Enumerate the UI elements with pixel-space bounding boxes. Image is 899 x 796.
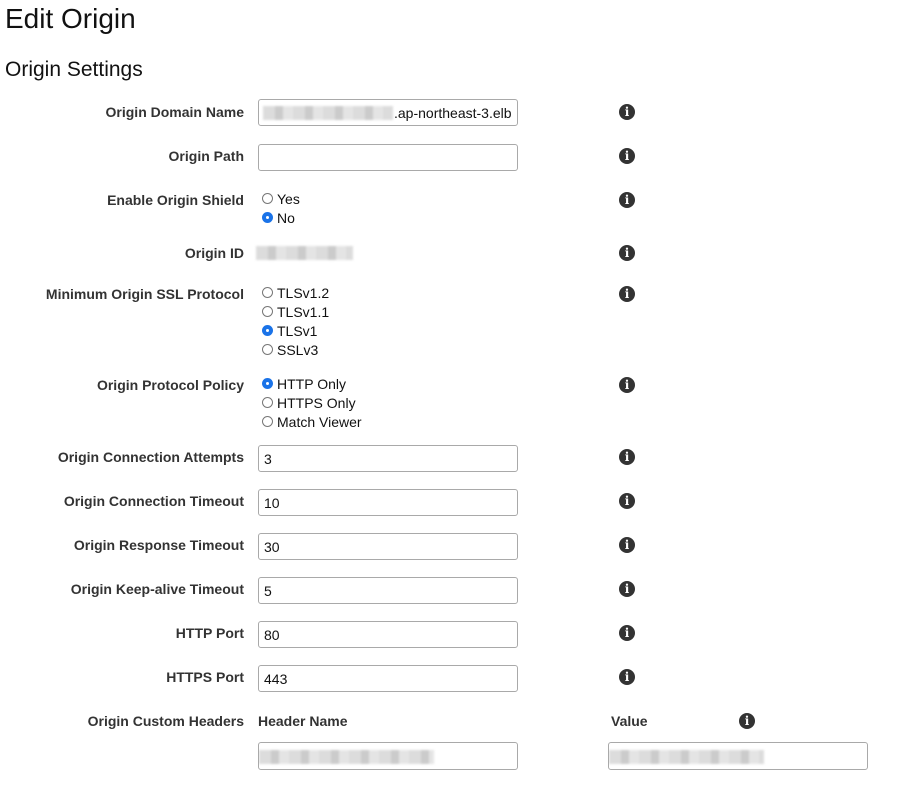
- enable-origin-shield-label: Enable Origin Shield: [107, 192, 244, 208]
- min-ssl-protocol-label: Minimum Origin SSL Protocol: [45, 286, 244, 302]
- radio-option-tlsv1[interactable]: TLSv1: [262, 321, 329, 340]
- info-icon[interactable]: i: [619, 493, 635, 509]
- value-column-label: Value: [611, 713, 648, 729]
- protocol-policy-radio-group: [262, 374, 362, 431]
- radio-option-sslv3[interactable]: SSLv3: [262, 340, 329, 359]
- connection-timeout-label: Origin Connection Timeout: [63, 493, 244, 509]
- origin-domain-name-input[interactable]: [258, 99, 518, 126]
- info-icon[interactable]: i: [619, 377, 635, 393]
- ssl-protocol-radio-group: [262, 283, 329, 359]
- info-icon[interactable]: i: [619, 449, 635, 465]
- page-title: Edit Origin: [5, 3, 136, 34]
- info-icon[interactable]: i: [619, 669, 635, 685]
- response-timeout-input[interactable]: [258, 533, 518, 560]
- radio-option-no[interactable]: No: [262, 208, 300, 227]
- origin-shield-radio-group: [262, 189, 300, 227]
- info-icon[interactable]: i: [739, 713, 755, 729]
- info-icon[interactable]: i: [619, 286, 635, 302]
- radio-option-tlsv1-1[interactable]: TLSv1.1: [262, 302, 329, 321]
- radio-button[interactable]: [262, 287, 273, 298]
- info-icon[interactable]: i: [619, 625, 635, 641]
- protocol-policy-label: Origin Protocol Policy: [96, 377, 244, 393]
- connection-timeout-input[interactable]: [258, 489, 518, 516]
- origin-id-label: Origin ID: [184, 245, 244, 261]
- redacted-text: [263, 106, 393, 120]
- info-icon[interactable]: i: [619, 148, 635, 164]
- origin-id-redacted-value: [256, 246, 353, 260]
- info-icon[interactable]: i: [619, 537, 635, 553]
- radio-button[interactable]: [262, 416, 273, 427]
- connection-attempts-input[interactable]: [258, 445, 518, 472]
- origin-domain-name-value: .ap-northeast-3.elb: [394, 105, 512, 121]
- keepalive-timeout-input[interactable]: [258, 577, 518, 604]
- radio-button[interactable]: [262, 212, 273, 223]
- radio-option-yes[interactable]: Yes: [262, 189, 300, 208]
- info-icon[interactable]: i: [619, 192, 635, 208]
- radio-option-http-only[interactable]: HTTP Only: [262, 374, 362, 393]
- connection-attempts-label: Origin Connection Attempts: [57, 449, 244, 465]
- http-port-label: HTTP Port: [175, 625, 244, 641]
- https-port-label: HTTPS Port: [166, 669, 244, 685]
- radio-button[interactable]: [262, 193, 273, 204]
- radio-button[interactable]: [262, 325, 273, 336]
- response-timeout-label: Origin Response Timeout: [73, 537, 244, 553]
- header-name-input[interactable]: [258, 742, 518, 770]
- radio-button[interactable]: [262, 378, 273, 389]
- info-icon[interactable]: i: [619, 104, 635, 120]
- keepalive-timeout-label: Origin Keep-alive Timeout: [70, 581, 244, 597]
- radio-option-tlsv1-2[interactable]: TLSv1.2: [262, 283, 329, 302]
- origin-path-input[interactable]: [258, 144, 518, 171]
- https-port-input[interactable]: [258, 665, 518, 692]
- info-icon[interactable]: i: [619, 581, 635, 597]
- redacted-text: [609, 750, 764, 764]
- radio-button[interactable]: [262, 397, 273, 408]
- custom-headers-label: Origin Custom Headers: [87, 713, 244, 729]
- http-port-input[interactable]: [258, 621, 518, 648]
- radio-option-https-only[interactable]: HTTPS Only: [262, 393, 362, 412]
- origin-path-label: Origin Path: [168, 148, 244, 164]
- origin-domain-name-label: Origin Domain Name: [105, 104, 244, 120]
- info-icon[interactable]: i: [619, 245, 635, 261]
- radio-button[interactable]: [262, 344, 273, 355]
- header-value-input[interactable]: [608, 742, 868, 770]
- section-title: Origin Settings: [5, 58, 143, 81]
- redacted-text: [259, 750, 434, 764]
- header-name-column-label: Header Name: [258, 713, 348, 729]
- radio-button[interactable]: [262, 306, 273, 317]
- radio-option-match-viewer[interactable]: Match Viewer: [262, 412, 362, 431]
